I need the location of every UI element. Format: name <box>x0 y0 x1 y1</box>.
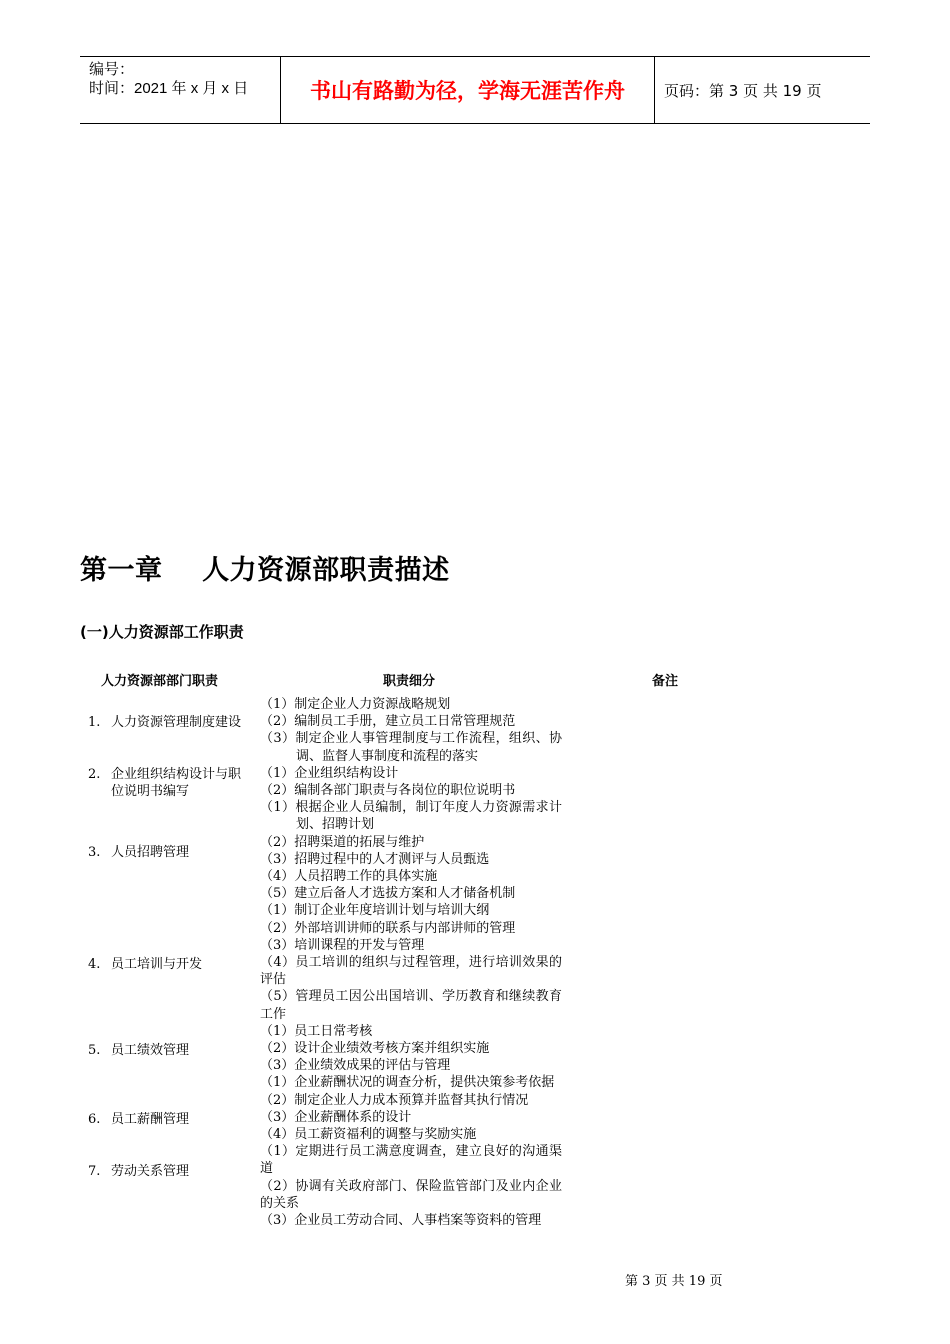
page-header <box>80 56 870 124</box>
detail-item: （4）人员招聘工作的具体实施 <box>260 869 438 885</box>
detail-item: （2）设计企业绩效考核方案并组织实施 <box>260 1041 490 1057</box>
detail-item: （1）根据企业人员编制，制订年度人力资源需求计划、招聘计划 <box>260 800 562 833</box>
duty-text: 员工培训与开发 <box>111 957 203 972</box>
duty-text: 劳动关系管理 <box>111 1164 190 1179</box>
column-header-duty: 人力资源部部门职责 <box>101 674 219 689</box>
duty-number: 7. <box>88 1164 101 1179</box>
section-title: (一)人力资源部工作职责 <box>80 623 244 641</box>
duty-text: 员工薪酬管理 <box>111 1112 190 1127</box>
duty-text: 企业组织结构设计与职位说明书编写 <box>111 767 242 800</box>
duty-number: 6. <box>88 1112 101 1127</box>
detail-item: （1）制订企业年度培训计划与培训大纲 <box>260 903 490 919</box>
detail-item: （1）制定企业人力资源战略规划 <box>260 697 451 712</box>
duty-item <box>88 766 248 800</box>
detail-item: （1）定期进行员工满意度调查，建立良好的沟通渠道 <box>260 1144 562 1177</box>
detail-item: （3）企业绩效成果的评估与管理 <box>260 1058 451 1074</box>
detail-item: （5）管理员工因公出国培训、学历教育和继续教育工作 <box>260 989 562 1022</box>
detail-item: （2）编制员工手册，建立员工日常管理规范 <box>260 714 516 730</box>
detail-item: （2）协调有关政府部门、保险监管部门及业内企业的关系 <box>260 1178 562 1211</box>
duty-number: 1. <box>88 715 101 730</box>
detail-item: （4）员工薪资福利的调整与奖励实施 <box>260 1127 477 1143</box>
detail-item: （3）培训课程的开发与管理 <box>260 937 425 953</box>
header-page-number: 页码：第 3 页 共 19 页 <box>664 81 822 100</box>
duty-text: 人力资源管理制度建设 <box>111 715 242 730</box>
duty-item <box>88 956 248 973</box>
duty-number: 5. <box>88 1043 101 1058</box>
duty-number: 4. <box>88 957 101 972</box>
detail-item: （5）建立后备人才选拔方案和人才储备机制 <box>260 886 516 902</box>
duty-item <box>88 844 248 861</box>
detail-item: （2）制定企业人力成本预算并监督其执行情况 <box>260 1092 529 1108</box>
column-header-remarks: 备注 <box>652 674 679 689</box>
detail-item: （3）企业薪酬体系的设计 <box>260 1109 412 1125</box>
duty-item <box>88 714 248 731</box>
duty-item <box>88 1111 248 1128</box>
column-header-details: 职责细分 <box>383 674 436 689</box>
detail-item: （3）招聘过程中的人才测评与人员甄选 <box>260 851 490 867</box>
duty-number: 3. <box>88 845 101 860</box>
header-meta <box>80 57 281 123</box>
chapter-title: 第一章 人力资源部职责描述 <box>80 555 450 586</box>
duty-item <box>88 1042 248 1059</box>
detail-item: （2）外部培训讲师的联系与内部讲师的管理 <box>260 920 516 936</box>
detail-item: （3）企业员工劳动合同、人事档案等资料的管理 <box>260 1213 542 1229</box>
duty-text: 人员招聘管理 <box>111 845 190 860</box>
document-number-label: 编号： <box>89 61 135 78</box>
detail-item: （2）编制各部门职责与各岗位的职位说明书 <box>260 783 516 799</box>
detail-item: （1）员工日常考核 <box>260 1023 373 1039</box>
detail-item: （3）制定企业人事管理制度与工作流程，组织、协调、监督人事制度和流程的落实 <box>260 731 562 764</box>
detail-item: （1）企业薪酬状况的调查分析，提供决策参考依据 <box>260 1075 555 1091</box>
duty-number: 2. <box>88 767 101 782</box>
detail-item: （4）员工培训的组织与过程管理，进行培训效果的评估 <box>260 955 562 988</box>
document-time-label: 时间：2021 年 x 月 x 日 <box>89 80 249 97</box>
duty-details-list <box>260 696 562 1229</box>
duty-item <box>88 1163 248 1180</box>
header-motto: 书山有路勤为径，学海无涯苦作舟 <box>281 57 655 123</box>
page-footer: 第 3 页 共 19 页 <box>625 1274 723 1289</box>
detail-item: （1）企业组织结构设计 <box>260 765 399 781</box>
detail-item: （2）招聘渠道的拓展与维护 <box>260 834 425 850</box>
duty-text: 员工绩效管理 <box>111 1043 190 1058</box>
